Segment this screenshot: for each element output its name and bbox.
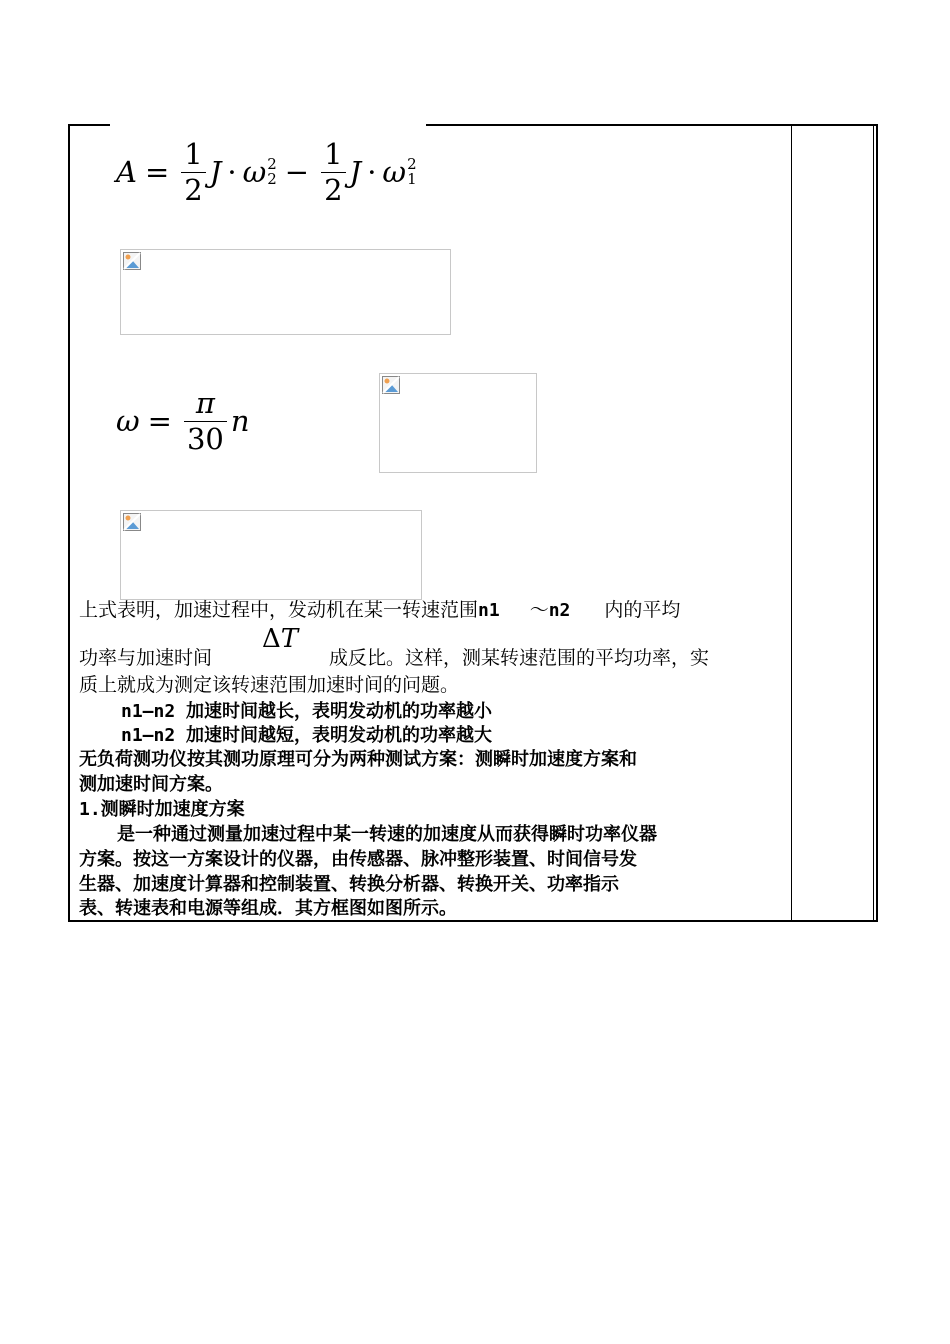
paragraph-line: 成反比。这样，测某转速范围的平均功率，实	[329, 647, 710, 669]
formula-minus: −	[284, 155, 310, 189]
delta-t-formula: ΔT	[262, 624, 299, 654]
paragraph-bold: 生器、加速度计算器和控制装置、转换分析器、转换开关、功率指示	[79, 874, 619, 895]
formula-var-a: A	[116, 155, 137, 189]
omega-formula: ω = $\frac{\pi}{30}$ n	[116, 385, 250, 456]
paragraph-bold: 测加速时间方案。	[79, 774, 223, 795]
paragraph-bold: 无负荷测功仪按其测功原理可分为两种测试方案：测瞬时加速度方案和	[79, 749, 637, 770]
paragraph-line: 功率与加速时间	[79, 647, 213, 669]
fraction-half-2: $\frac{1}{2}$	[321, 140, 345, 205]
broken-image-icon	[123, 252, 141, 270]
paragraph-line: 上式表明，加速过程中，发动机在某一转速范围n1 ～n2 内的平均	[79, 599, 681, 621]
table-top-border-right	[426, 124, 878, 126]
paragraph-line: 质上就成为测定该转速范围加速时间的问题。	[79, 674, 460, 696]
broken-image-icon	[123, 513, 141, 531]
work-formula: A = $\frac{1}{2}$ J · ω 2 2 − $\frac{1}{2}$ J · ω 2 1	[116, 136, 417, 207]
table-right-inner-border	[873, 124, 874, 921]
formula-var-j: J	[209, 155, 222, 189]
paragraph-bold: n1—n2 加速时间越短，表明发动机的功率越大	[121, 725, 493, 746]
section-heading: 1.测瞬时加速度方案	[79, 799, 245, 820]
formula-omega: ω	[242, 155, 267, 189]
paragraph-bold: 方案。按这一方案设计的仪器，由传感器、脉冲整形装置、时间信号发	[79, 849, 637, 870]
paragraph-bold: n1—n2 加速时间越长，表明发动机的功率越小	[121, 701, 493, 722]
formula-equals: =	[144, 155, 170, 189]
paragraph-bold: 表、转速表和电源等组成．其方框图如图所示。	[79, 898, 457, 919]
broken-image-placeholder	[120, 510, 422, 600]
fraction-half: $\frac{1}{2}$	[181, 140, 205, 205]
fraction-pi-30: $\frac{\pi}{30}$	[184, 389, 227, 454]
broken-image-placeholder	[120, 249, 451, 335]
paragraph-bold: 是一种通过测量加速过程中某一转速的加速度从而获得瞬时功率仪器	[117, 824, 657, 845]
broken-image-placeholder	[379, 373, 537, 473]
table-top-border-left	[68, 124, 110, 126]
column-divider	[791, 124, 792, 921]
broken-image-icon	[382, 376, 400, 394]
